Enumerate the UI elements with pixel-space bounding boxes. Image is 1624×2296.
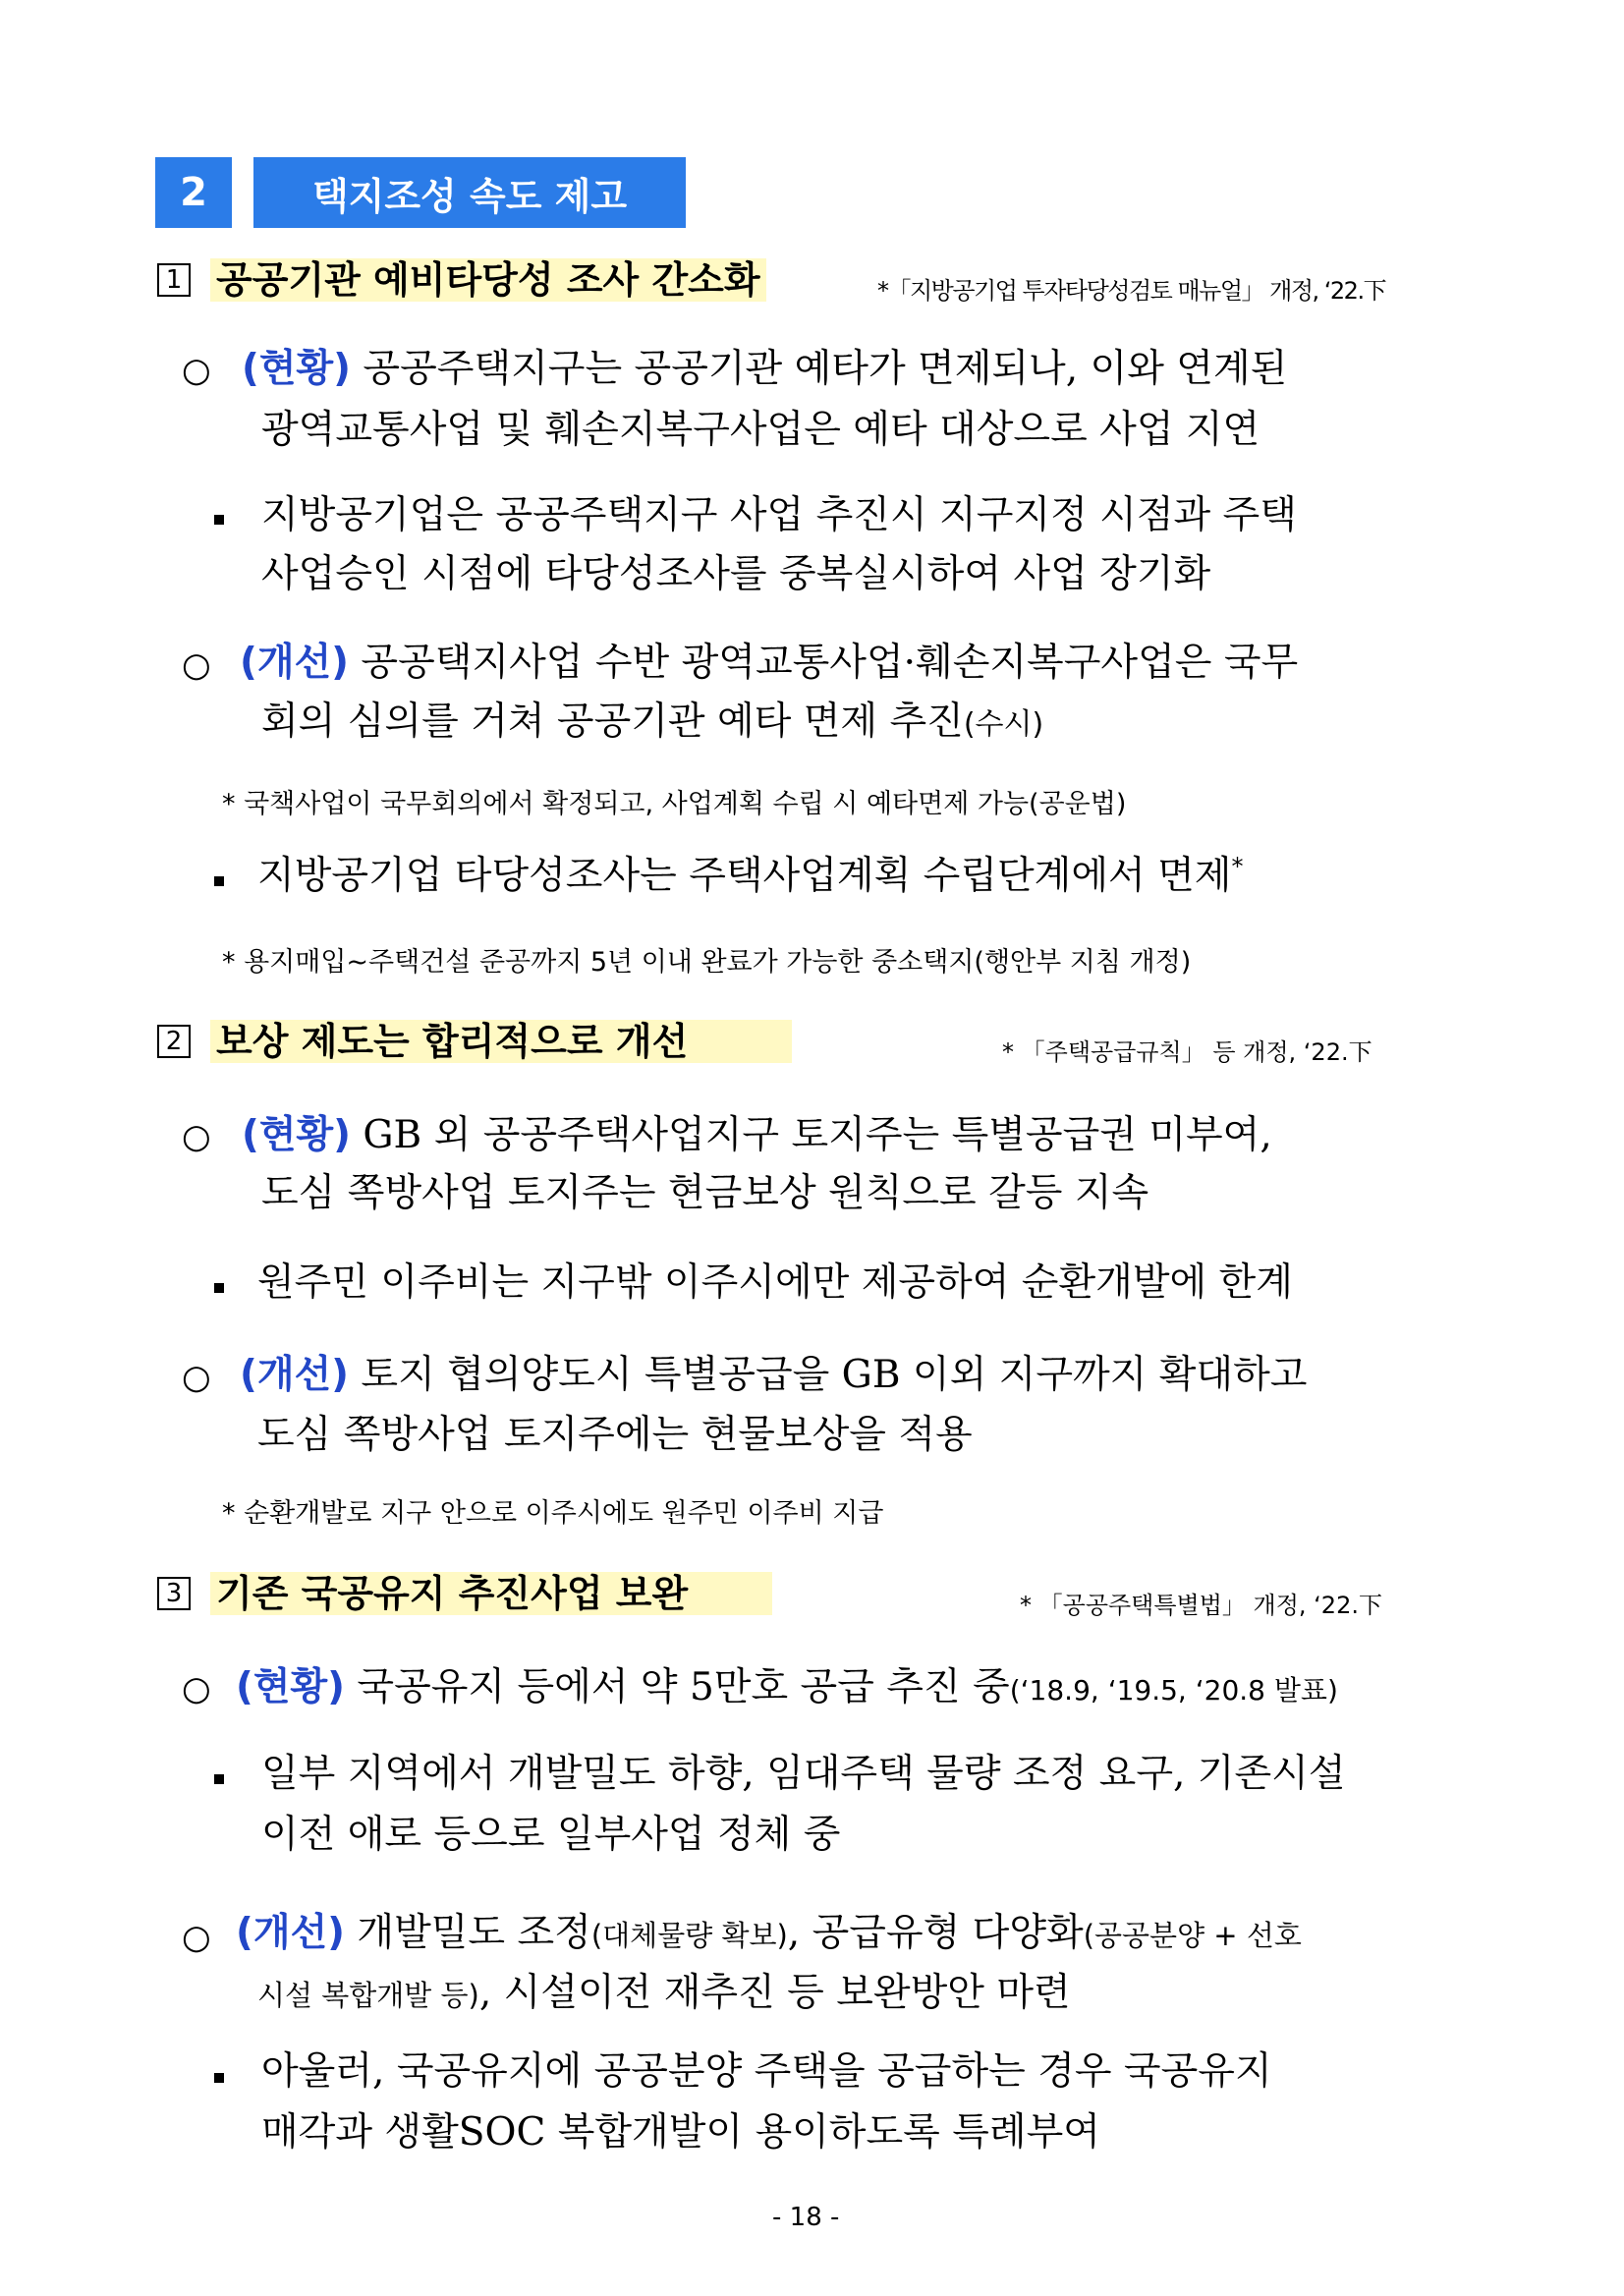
- s3-improve-text-1c: , 공급유형 다양화: [787, 1911, 1084, 1955]
- s1-current-text-1: 공공주택지구는 공공기관 예타가 면제되나, 이와 연계된: [363, 347, 1288, 391]
- square-bullet-icon: [214, 1283, 224, 1293]
- subsection-2-number: 2: [157, 1025, 191, 1058]
- subsection-3-number: 3: [157, 1577, 191, 1610]
- s1-improve-line-1: [240, 641, 1298, 687]
- subsection-3-note: * 「공공주택특별법」 개정, ‘22.下: [1020, 1592, 1382, 1619]
- s1-improve-suffix: (수시): [963, 707, 1044, 742]
- page-number: - 18 -: [772, 2203, 840, 2232]
- square-bullet-icon: [214, 2073, 224, 2083]
- s3-improve-text-1d: (공공분양 + 선호: [1083, 1919, 1302, 1952]
- label-improve: (개선): [240, 641, 349, 685]
- s3-improve-text-1b: (대체물량 확보): [590, 1919, 788, 1952]
- square-bullet-icon: [214, 515, 224, 525]
- circle-bullet-icon: ○: [182, 1669, 211, 1708]
- s3-improve-sub-line-1: 아울러, 국공유지에 공공분양 주택을 공급하는 경우 국공유지: [261, 2049, 1272, 2094]
- s3-current-sub-line-2: 이전 애로 등으로 일부사업 정체 중: [261, 1813, 841, 1857]
- s3-current-suffix: (‘18.9, ‘19.5, ‘20.8 발표): [1009, 1674, 1338, 1707]
- s1-improve-sub-text: 지방공기업 타당성조사는 주택사업계획 수립단계에서 면제: [257, 854, 1232, 898]
- section-title: 택지조성 속도 제고: [253, 157, 686, 228]
- label-improve: (개선): [240, 1353, 349, 1397]
- s2-current-text-1: GB 외 공공주택사업지구 토지주는 특별공급권 미부여,: [363, 1113, 1272, 1157]
- subsection-2-title: 보상 제도는 합리적으로 개선: [210, 1020, 792, 1063]
- subsection-1-number: 1: [157, 263, 191, 297]
- s1-improve-line-2: [261, 700, 1043, 746]
- s3-improve-line-2: [257, 1971, 1071, 2017]
- subsection-2-note: * 「주택공급규칙」 등 개정, ‘22.下: [1002, 1038, 1372, 1066]
- s3-current-sub-line-1: 일부 지역에서 개발밀도 하향, 임대주택 물량 조정 요구, 기존시설: [261, 1752, 1346, 1796]
- footnote-mark: *: [1231, 853, 1244, 880]
- square-bullet-icon: [214, 876, 224, 886]
- s1-improve-text-1: 공공택지사업 수반 광역교통사업·훼손지복구사업은 국무: [361, 641, 1299, 685]
- circle-bullet-icon: ○: [182, 1358, 211, 1397]
- circle-bullet-icon: ○: [182, 351, 211, 390]
- s2-improve-text-1: 토지 협의양도시 특별공급을 GB 이외 지구까지 확대하고: [361, 1353, 1308, 1397]
- circle-bullet-icon: ○: [182, 1117, 211, 1156]
- s3-current-text-1: 국공유지 등에서 약 5만호 공급 추진 중: [357, 1665, 1010, 1709]
- subsection-1-note: *「지방공기업 투자타당성검토 매뉴얼」 개정, ‘22.下: [877, 277, 1386, 305]
- s3-improve-text-2b: , 시설이전 재추진 등 보완방안 마련: [478, 1971, 1071, 2015]
- label-current: (현황): [242, 347, 351, 391]
- s1-improve-note-2: * 용지매입~주택건설 준공까지 5년 이내 완료가 가능한 중소택지(행안부 지침 개정): [222, 947, 1192, 978]
- s2-improve-line-1: [240, 1353, 1307, 1399]
- s1-current-sub-line-2: 사업승인 시점에 타당성조사를 중복실시하여 사업 장기화: [261, 552, 1211, 596]
- s3-current-line-1: [236, 1665, 1338, 1711]
- s1-current-sub-line-1: 지방공기업은 공공주택지구 사업 추진시 지구지정 시점과 주택: [261, 493, 1297, 537]
- subsection-1-title: 공공기관 예비타당성 조사 간소화: [210, 258, 766, 302]
- s1-current-line-1: [242, 347, 1287, 393]
- s2-current-line-2: 도심 쪽방사업 토지주는 현금보상 원칙으로 갈등 지속: [261, 1171, 1149, 1215]
- subsection-3-title: 기존 국공유지 추진사업 보완: [210, 1572, 772, 1615]
- s3-improve-sub-line-2: 매각과 생활SOC 복합개발이 용이하도록 특례부여: [261, 2110, 1100, 2155]
- section-number: 2: [155, 157, 232, 228]
- s1-improve-sub-line: [257, 853, 1243, 900]
- s2-improve-note: * 순환개발로 지구 안으로 이주시에도 원주민 이주비 지급: [222, 1498, 884, 1529]
- s3-improve-text-2a: 시설 복합개발 등): [257, 1979, 479, 2012]
- s3-improve-text-1a: 개발밀도 조정: [357, 1911, 591, 1955]
- s1-improve-note-1: * 국책사업이 국무회의에서 확정되고, 사업계획 수립 시 예타면제 가능(공운법): [222, 789, 1127, 819]
- circle-bullet-icon: ○: [182, 645, 211, 685]
- circle-bullet-icon: ○: [182, 1918, 211, 1957]
- square-bullet-icon: [214, 1774, 224, 1784]
- label-improve: (개선): [236, 1911, 345, 1955]
- s2-current-line-1: [242, 1113, 1272, 1159]
- s3-improve-line-1: [236, 1911, 1302, 1957]
- s2-current-sub-line: 원주민 이주비는 지구밖 이주시에만 제공하여 순환개발에 한계: [257, 1260, 1293, 1305]
- s1-current-line-2: 광역교통사업 및 훼손지복구사업은 예타 대상으로 사업 지연: [261, 408, 1260, 452]
- s1-improve-text-2: 회의 심의를 거쳐 공공기관 예타 면제 추진: [261, 700, 964, 744]
- s2-improve-line-2: 도심 쪽방사업 토지주에는 현물보상을 적용: [257, 1413, 973, 1457]
- label-current: (현황): [236, 1665, 345, 1709]
- label-current: (현황): [242, 1113, 351, 1157]
